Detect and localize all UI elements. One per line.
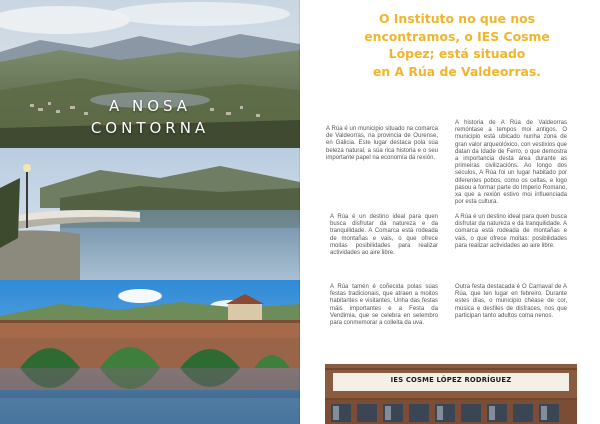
paragraph-nature-repeat: A Rúa é un destino ideal para quen busca disfrutar da natureza e da tranquilidade. A comarca está rodeada de montañas e vais, o que ofrece moitas: posibilidades para realizar actividades ao aire libre. xyxy=(455,214,567,249)
stone-bridge-photo xyxy=(0,280,300,424)
heading-line3: López; está situado xyxy=(388,46,526,61)
overlay-title-line1: A NOSA xyxy=(108,97,192,115)
page-heading xyxy=(326,10,588,80)
paragraph-location: A Rúa é un municipio situado na comarca de Valdeorras, na provincia de Ourense, en Galicia. Este lugar destaca pola súa beleza natural, a súa rica historia e o seu importante papel na economía da rexión. xyxy=(326,126,438,161)
overlay-title-line2: CONTORNA xyxy=(90,119,210,137)
school-sign-text: IES COSME LÓPEZ RODRÍGUEZ xyxy=(390,376,512,384)
heading-line1: O Instituto no que nos xyxy=(378,11,536,26)
school-building-illustration xyxy=(325,364,577,424)
paragraph-history: A historia de A Rúa de Valdeorras remóntase a tempos moi antigos. O municipio está ubicado nunha zona de gran valor arqueolóxico, con vestixios que datan da Idade de Ferro, o que demostra a importancia desta área durante as primeiras civilizacións. Ao longo dos séculos, A Rúa foi un lugar habitado por diferentes pobos, como os celtas, e logo pasou a formar parte do Imperio Romano, xa que a rexión estivo moi influenciada por esta cultura. xyxy=(455,120,567,206)
stone-bridge-illustration xyxy=(0,280,300,424)
school-building-photo xyxy=(325,364,577,424)
lake-road-photo xyxy=(0,148,300,280)
lake-road-illustration xyxy=(0,148,300,280)
paragraph-festivals: A Rúa tamén é coñecida polas súas festas tradicionais, que atraen a moitos habitantes e visitantes. Unha das festas máis importantes e a Festa da Vendimia, que se celebra en setembro para conmemorar a colleita da uva. xyxy=(330,284,438,327)
heading-line2: encontramos, o IES Cosme xyxy=(364,28,550,44)
heading-line4: en A Rúa de Valdeorras. xyxy=(372,63,542,79)
paragraph-carnival: Outra festa destacada é O Carnaval de A Rúa, que ten lugar en febreiro. Durante estes días, o municipio chéase de cor, música e desfiles de disfraces, nos que participan tanto adultos coma nenos. xyxy=(455,284,567,319)
paragraph-nature: A Rúa é un destino ideal para quen busca disfrutar da natureza e da tranquilidade. A Comarca está rodeada de montañas e vais, o que ofrece moitas posibilidades para realizar actividades ao aire libre. xyxy=(330,214,438,257)
